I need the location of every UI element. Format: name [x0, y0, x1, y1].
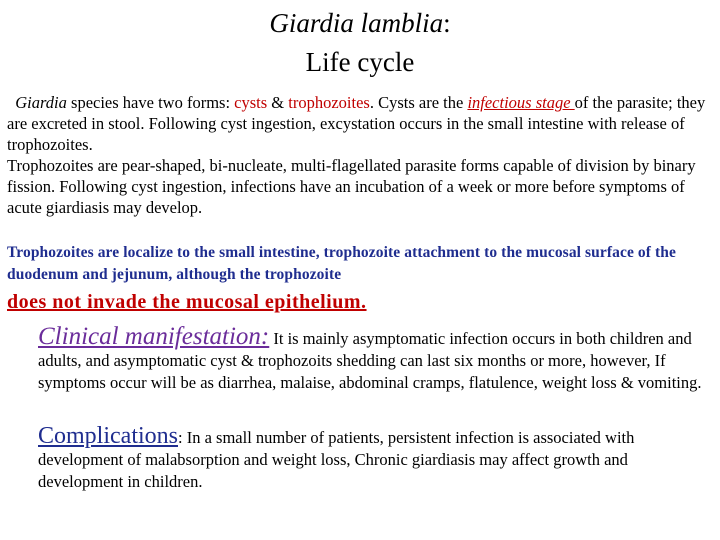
complications-section	[38, 425, 714, 493]
organism-name: Giardia lamblia	[269, 8, 444, 38]
invade-statement: does not invade the mucosal epithelium.	[7, 291, 367, 313]
clinical-heading: Clinical manifestation:	[38, 323, 270, 350]
intro-text-4: Trophozoites are pear-shaped, bi-nucleate, multi-flagellated parasite forms capable of division by binary fission. Following cyst ingestion, infections have an incubation of a week or more before symptoms of acute giardiasis may develop.	[7, 156, 696, 217]
intro-text-3: of the parasite; they are excreted in stool. Following cyst ingestion, excystation occurs in the small intestine with release of trophozoites.	[7, 93, 706, 154]
cysts-term: cysts	[234, 93, 268, 112]
intro-text-2: . Cysts are the	[369, 93, 468, 112]
genus-name: Giardia	[15, 93, 67, 112]
title-colon: :	[443, 8, 451, 38]
intro-amp: &	[267, 93, 289, 112]
page-title	[0, 6, 720, 40]
trophozoites-term: trophozoites	[288, 93, 370, 112]
clinical-text: It is mainly asymptomatic infection occurs in both children and adults, and asymptomatic cyst & trophozoits shedding can last six months or more, however, If symptoms occur will be as diarrhea, malaise, abdominal cramps, flatulence, weight loss & vomiting.	[38, 329, 702, 392]
clinical-section	[38, 323, 714, 394]
page-subtitle: Life cycle	[305, 47, 415, 77]
complications-heading: Complications	[38, 423, 178, 449]
infectious-stage-term: infectious stage	[467, 93, 575, 112]
complications-text: : In a small number of patients, persistent infection is associated with development of malabsorption and weight loss, Chronic giardiasis may affect growth and development in children.	[38, 428, 635, 491]
intro-text-1: species have two forms:	[66, 93, 235, 112]
intro-paragraph	[7, 92, 713, 218]
localize-paragraph: Trophozoites are localize to the small intestine, trophozoite attachment to the mucosal surface of the duodenum and jejunum, although the trophozoite	[7, 244, 676, 283]
